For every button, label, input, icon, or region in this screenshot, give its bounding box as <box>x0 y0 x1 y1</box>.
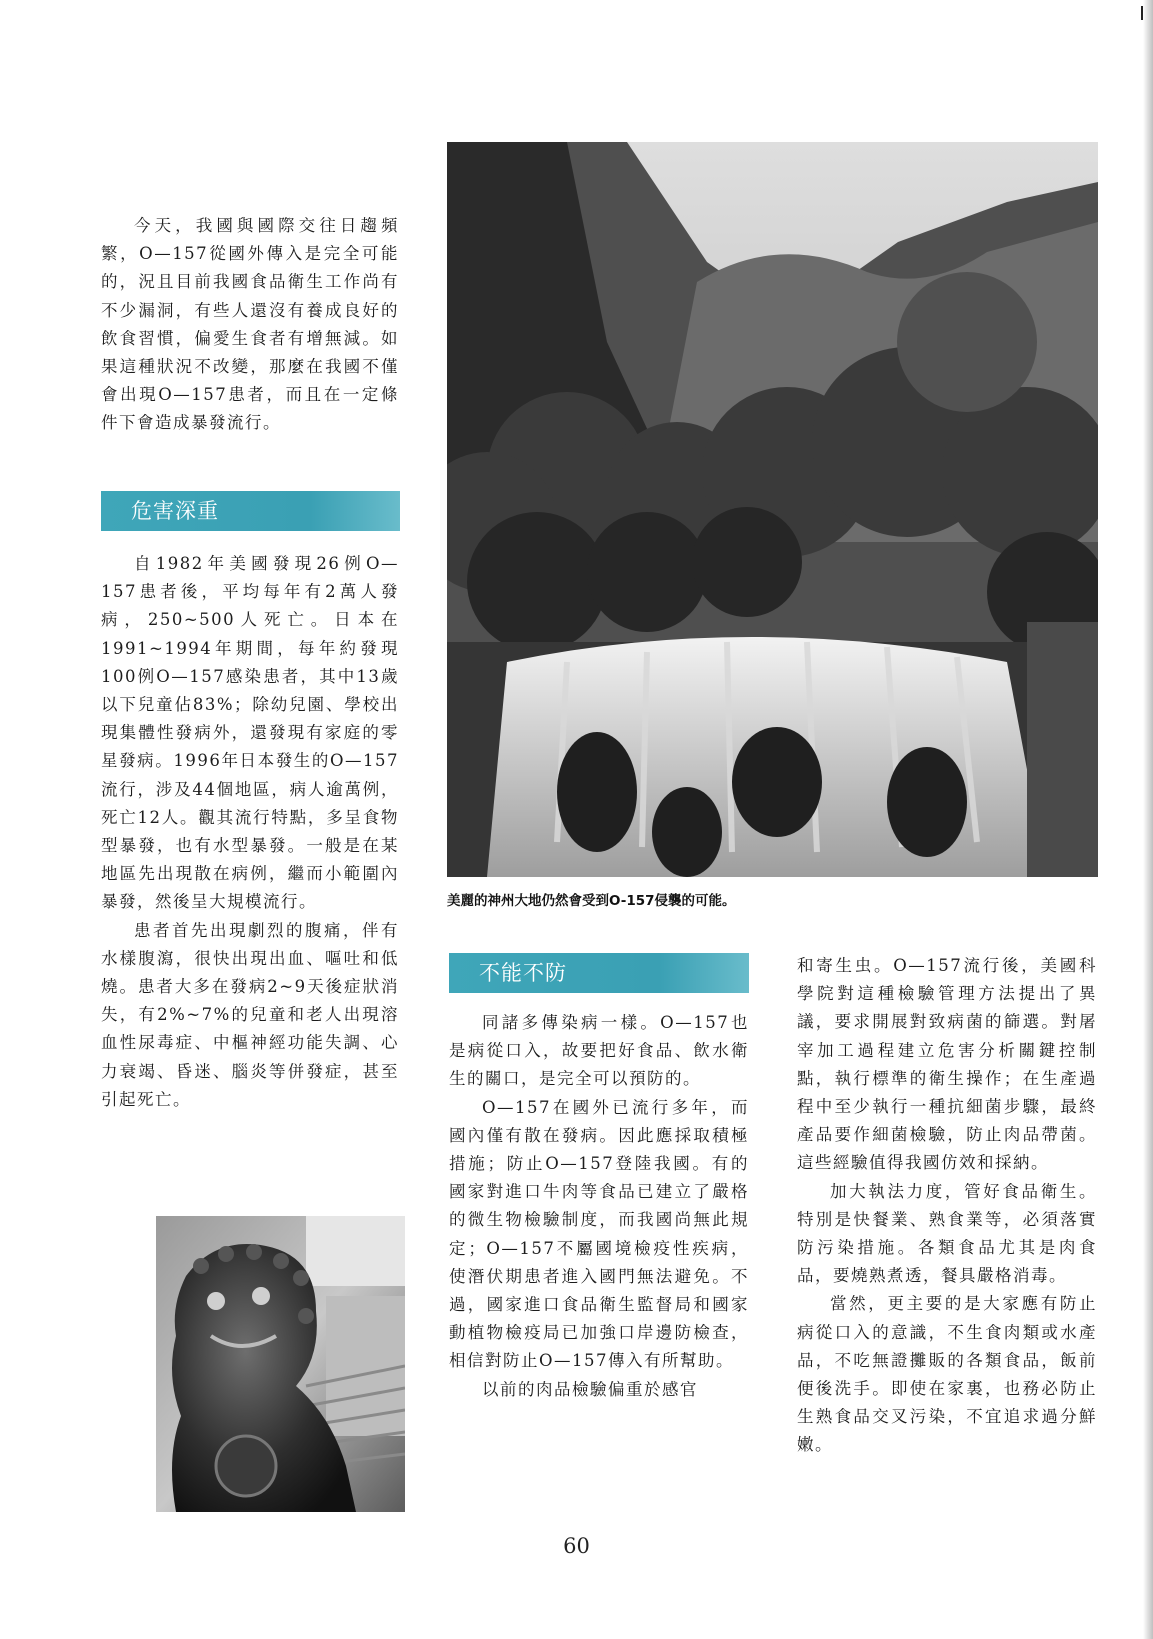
bronze-lion-photo <box>156 1216 405 1512</box>
left-column-intro <box>101 212 399 438</box>
harm-paragraph-2: 患者首先出現劇烈的腹痛，伴有水樣腹瀉，很快出現出血、嘔吐和低燒。患者大多在發病2~9天後症狀消失，有2%~7%的兒童和老人出現溶血性尿毒症、中樞神經功能失調、心力衰竭、昏迷、腦炎等併發症，甚至引起死亡。 <box>101 920 399 1109</box>
harm-paragraph-1: 自1982年美國發現26例O—157患者後，平均每年有2萬人發病，250~500人死亡。日本在1991~1994年期間，每年約發現100例O—157感染患者，其中13歲以下兒童佔83%；除幼兒園、學校出現集體性發病外，還發現有家庭的零星發病。1996年日本發生的O—157流行，涉及44個地區，病人逾萬例，死亡12人。觀其流行特點，多呈食物型暴發，也有水型暴發。一般是在某地區先出現散在病例，繼而小範圍內暴發，然後呈大規模流行。 <box>101 554 399 912</box>
middle-column-body <box>449 1009 749 1404</box>
section-heading-prevention: 不能不防 <box>449 953 749 993</box>
intro-paragraph: 今天，我國與國際交往日趨頻繁，O—157從國外傳入是完全可能的，況且目前我國食品衛生工作尚有不少漏洞，有些人還沒有養成良好的飲食習慣，偏愛生食者有增無減。如果這種狀況不改變，那麼在我國不僅會出現O—157患者，而且在一定條件下會造成暴發流行。 <box>101 216 399 433</box>
photo-caption: 美麗的神州大地仍然會受到O-157侵襲的可能。 <box>447 893 736 909</box>
corner-crop-mark <box>1141 6 1143 20</box>
awareness-paragraph: 當然，更主要的是大家應有防止病從口入的意識，不生食肉類或水產品，不吃無證攤販的各類食品，飯前便後洗手。即使在家裏，也務必防止生熟食品交叉污染，不宜追求過分鮮嫩。 <box>797 1294 1097 1455</box>
page-edge-shadow <box>1143 0 1153 1639</box>
page-number: 60 <box>563 1534 590 1558</box>
waterfall-landscape-photo <box>447 142 1098 877</box>
waterfall-image <box>447 142 1098 877</box>
left-column-body <box>101 550 399 1114</box>
section-heading-harm: 危害深重 <box>101 491 400 531</box>
prevention-paragraph-3-continued: 和寄生虫。O—157流行後，美國科學院對這種檢驗管理方法提出了異議，要求開展對致病菌的篩選。對屠宰加工過程建立危害分析關鍵控制點，執行標準的衛生操作；在生產過程中至少執行一種抗細菌步驟，最終產品要作細菌檢驗，防止肉品帶菌。這些經驗值得我國仿效和採納。 <box>797 956 1097 1173</box>
law-enforcement-paragraph: 加大執法力度，管好食品衛生。特別是快餐業、熟食業等，必須落實防污染措施。各類食品尤其是肉食品，要燒熟煮透，餐具嚴格消毒。 <box>797 1181 1097 1286</box>
prevention-paragraph-1: 同諸多傳染病一樣。O—157也是病從口入，故要把好食品、飲水衛生的關口，是完全可以預防的。 <box>449 1013 749 1089</box>
prevention-paragraph-2: O—157在國外已流行多年，而國內僅有散在發病。因此應採取積極措施；防止O—157登陸我國。有的國家對進口牛肉等食品已建立了嚴格的微生物檢驗制度，而我國尚無此規定；O—157不屬國境檢疫性疾病，使潛伏期患者進入國門無法避免。不過，國家進口食品衛生監督局和國家動植物檢疫局已加強口岸邊防檢查，相信對防止O—157傳入有所幫助。 <box>449 1097 749 1371</box>
prevention-paragraph-3: 以前的肉品檢驗偏重於感官 <box>482 1379 698 1399</box>
bronze-lion-image <box>156 1216 405 1512</box>
right-column-body <box>797 952 1097 1460</box>
